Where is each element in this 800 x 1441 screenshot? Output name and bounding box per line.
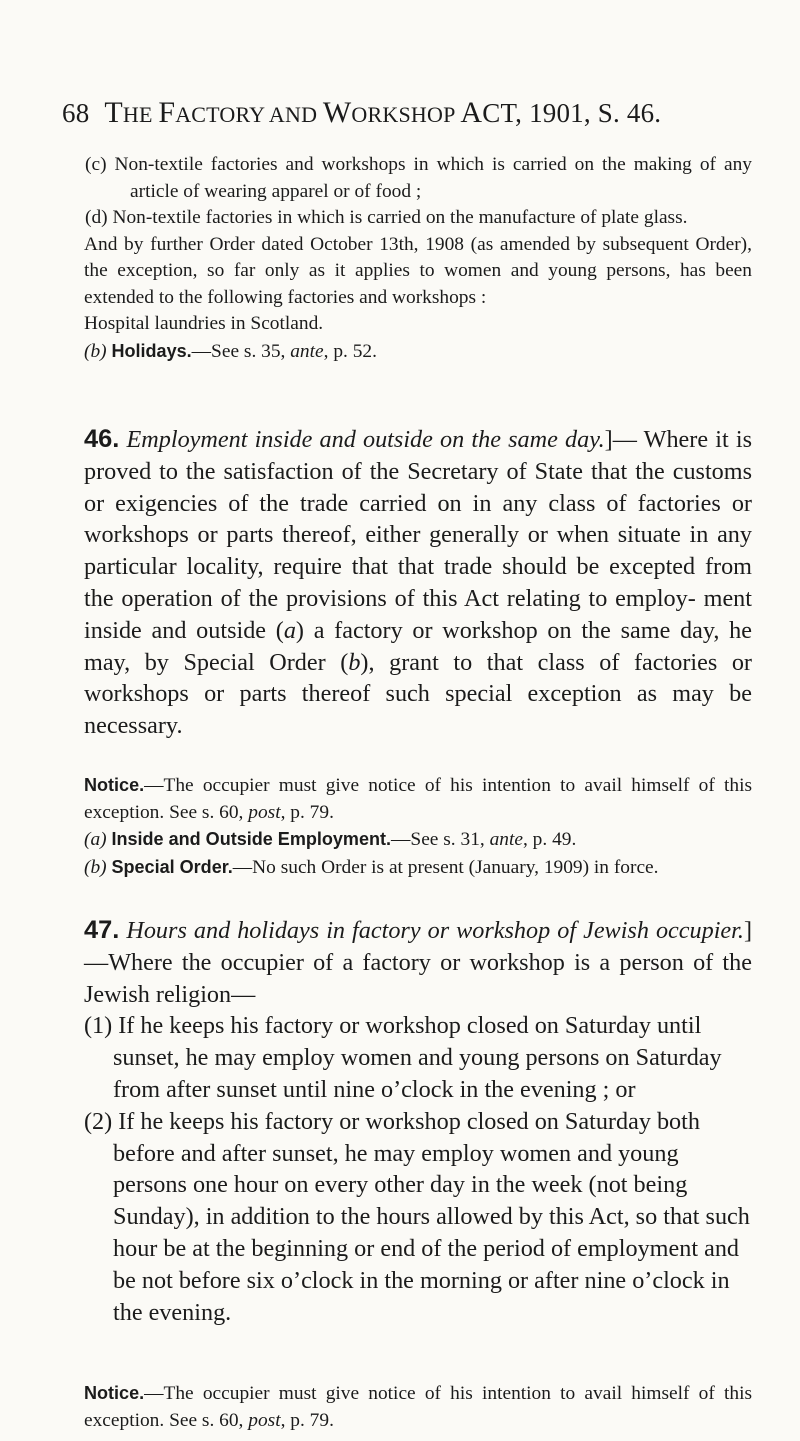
clause-2: (2) If he keeps his factory or workshop closed on Saturday both before and after sunset, he may employ women and young persons one hour on every other day in the week (not being Sunday), in addition to the hours allowed by this Act, so that such hour be at the beginning or end of the period of employment and be not before six o’clock in the morning or after nine o’clock in the evening. — [84, 1107, 750, 1326]
continuation-block — [62, 152, 752, 365]
notice-note: Notice.—The occupier must give notice of his intention to avail himself of this exception. See s. 60, post, p. 79. — [84, 775, 752, 823]
notice-note: Notice.—The occupier must give notice of his intention to avail himself of this exception. See s. 60, post, p. 79. — [84, 1383, 752, 1431]
holidays-note: (b) Holidays.—See s. 35, ante, p. 52. — [84, 340, 377, 362]
section-number: 47. — [84, 916, 120, 944]
section-47 — [62, 915, 752, 1328]
page-number: 68 — [62, 98, 90, 128]
running-header: 68 THE FACTORY AND WORKSHOP ACT, 1901, S. 46. — [62, 96, 662, 129]
clause-1: (1) If he keeps his factory or workshop closed on Saturday until sunset, he may employ women and young persons on Saturday from after sunset until nine o’clock in the evening ; or — [84, 1012, 722, 1103]
section-46-notes — [62, 772, 752, 881]
section-47-intro: 47. Hours and holidays in factory or workshop of Jewish occupier.]—Where the occupier of a factory or workshop is a person of the Jewish religion— — [84, 916, 753, 1008]
section-heading: Hours and holidays in factory or workshop of Jewish occupier. — [126, 917, 744, 944]
clause-d: (d) Non-textile factories in which is carried on the manufacture of plate glass. — [85, 207, 688, 228]
section-heading: Employment inside and outside on the same day. — [126, 426, 605, 453]
section-number: 46. — [84, 425, 120, 453]
hospital-laundries-line: Hospital laundries in Scotland. — [84, 313, 324, 334]
clause-c: (c) Non-textile factories and workshops in which is carried on the making of any article of wearing apparel or of food ; — [85, 154, 752, 202]
further-order-paragraph: And by further Order dated October 13th, 1908 (as amended by subsequent Order), the exception, so far only as it applies to women and young persons, has been extended to the following factories and workshops : — [84, 233, 752, 308]
section-47-notes — [62, 1380, 752, 1434]
special-order-note: (b) Special Order.—No such Order is at present (January, 1909) in force. — [84, 856, 659, 878]
section-46-text: 46. Employment inside and outside on the same day.]— Where it is proved to the satisfaction of the Secretary of State that the customs or exigencies of the trade carried on in any class of factories or workshops or parts thereof, either generally or when situate in any particular locality, require that that trade should be excepted from the operation of the provisions of this Act relating to employ- ment inside and outside (a) a factory or workshop on the same day, he may, by Special Order (b), grant to that class of factories or workshops or parts thereof such special exception as may be necessary. — [84, 425, 753, 740]
inside-outside-note: (a) Inside and Outside Employment.—See s. 31, ante, p. 49. — [84, 829, 577, 850]
section-46 — [62, 424, 752, 742]
